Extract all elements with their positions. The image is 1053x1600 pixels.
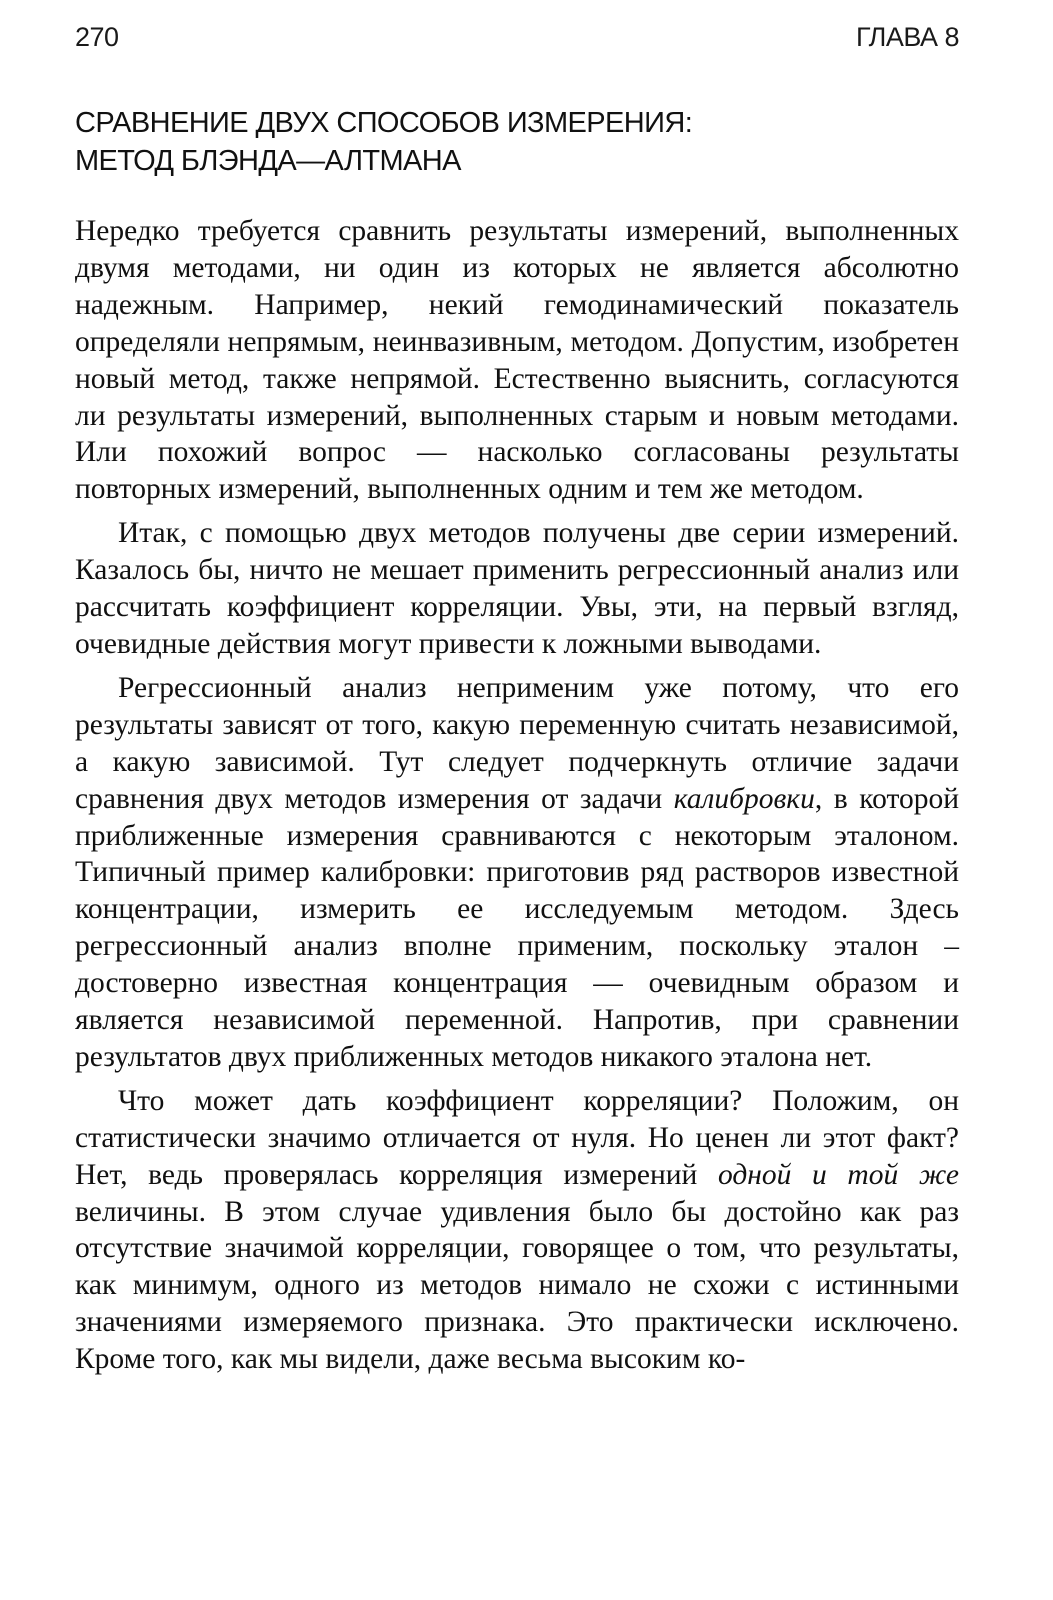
paragraph-1: Нередко требуется сравнить результаты измерений, выполненных двумя методами, ни один из которых не является абсолютно надежным. Например, некий гемодинамический показатель определяли непрямым, неинвазивным, методом. Допустим, изобретен новый метод, также непрямой. Естественно выяснить, согласуются ли результаты измерений, выполненных старым и новым методами. Или похожий вопрос — насколько согласованы результаты повторных измерений, выполненных одним и тем же методом. (75, 215, 959, 506)
section-heading-line-1: СРАВНЕНИЕ ДВУХ СПОСОБОВ ИЗМЕРЕНИЯ: (75, 107, 693, 139)
paragraph-3-text-after: , в которой приближенные измерения сравниваются с некоторым эталоном. Типичный пример калибровки: приготовив ряд растворов известной концентрации, измерить ее исследуемым методом. Здесь регрессионный анализ вполне применим, поскольку эталон – достоверно известная концентрация — очевидным образом и является независимой переменной. Напротив, при сравнении результатов двух приближенных методов никакого эталона нет. (75, 782, 959, 1073)
page-number: 270 (75, 22, 119, 52)
emphasis-calibration: калибровки (673, 782, 815, 815)
body-text (75, 213, 959, 1378)
section-heading (75, 104, 959, 180)
chapter-label: ГЛАВА 8 (856, 22, 959, 52)
running-head (75, 22, 959, 58)
paragraph-3 (75, 670, 959, 1076)
emphasis-same-quantity: одной и той же (717, 1158, 959, 1191)
paragraph-4-text-after: величины. В этом случае удивления было бы достойно как раз отсутствие значимой корреляции, говорящее о том, что результаты, как минимум, одного из методов нимало не схожи с истинными значениями измеряемого признака. Это практически исключено. Кроме того, как мы видели, даже весьма высоким ко- (75, 1195, 959, 1376)
paragraph-2: Итак, с помощью двух методов получены две серии измерений. Казалось бы, ничто не мешает применить регрессионный анализ или рассчитать коэффициент корреляции. Увы, эти, на первый взгляд, очевидные действия могут привести к ложными выводами. (75, 517, 959, 660)
section-heading-line-2: МЕТОД БЛЭНДА—АЛТМАНА (75, 145, 461, 177)
paragraph-3-text-before: Регрессионный анализ неприменим уже потому, что его результаты зависят от того, какую переменную считать независимой, а какую зависимой. Тут следует подчеркнуть отличие задачи сравнения двух методов измерения от задачи (75, 671, 959, 815)
paragraph-4-text-before: Что может дать коэффициент корреляции? Положим, он статистически значимо отличается от нуля. Но ценен ли этот факт? Нет, ведь проверялась корреляция измерений (75, 1084, 959, 1191)
paragraph-4 (75, 1083, 959, 1378)
